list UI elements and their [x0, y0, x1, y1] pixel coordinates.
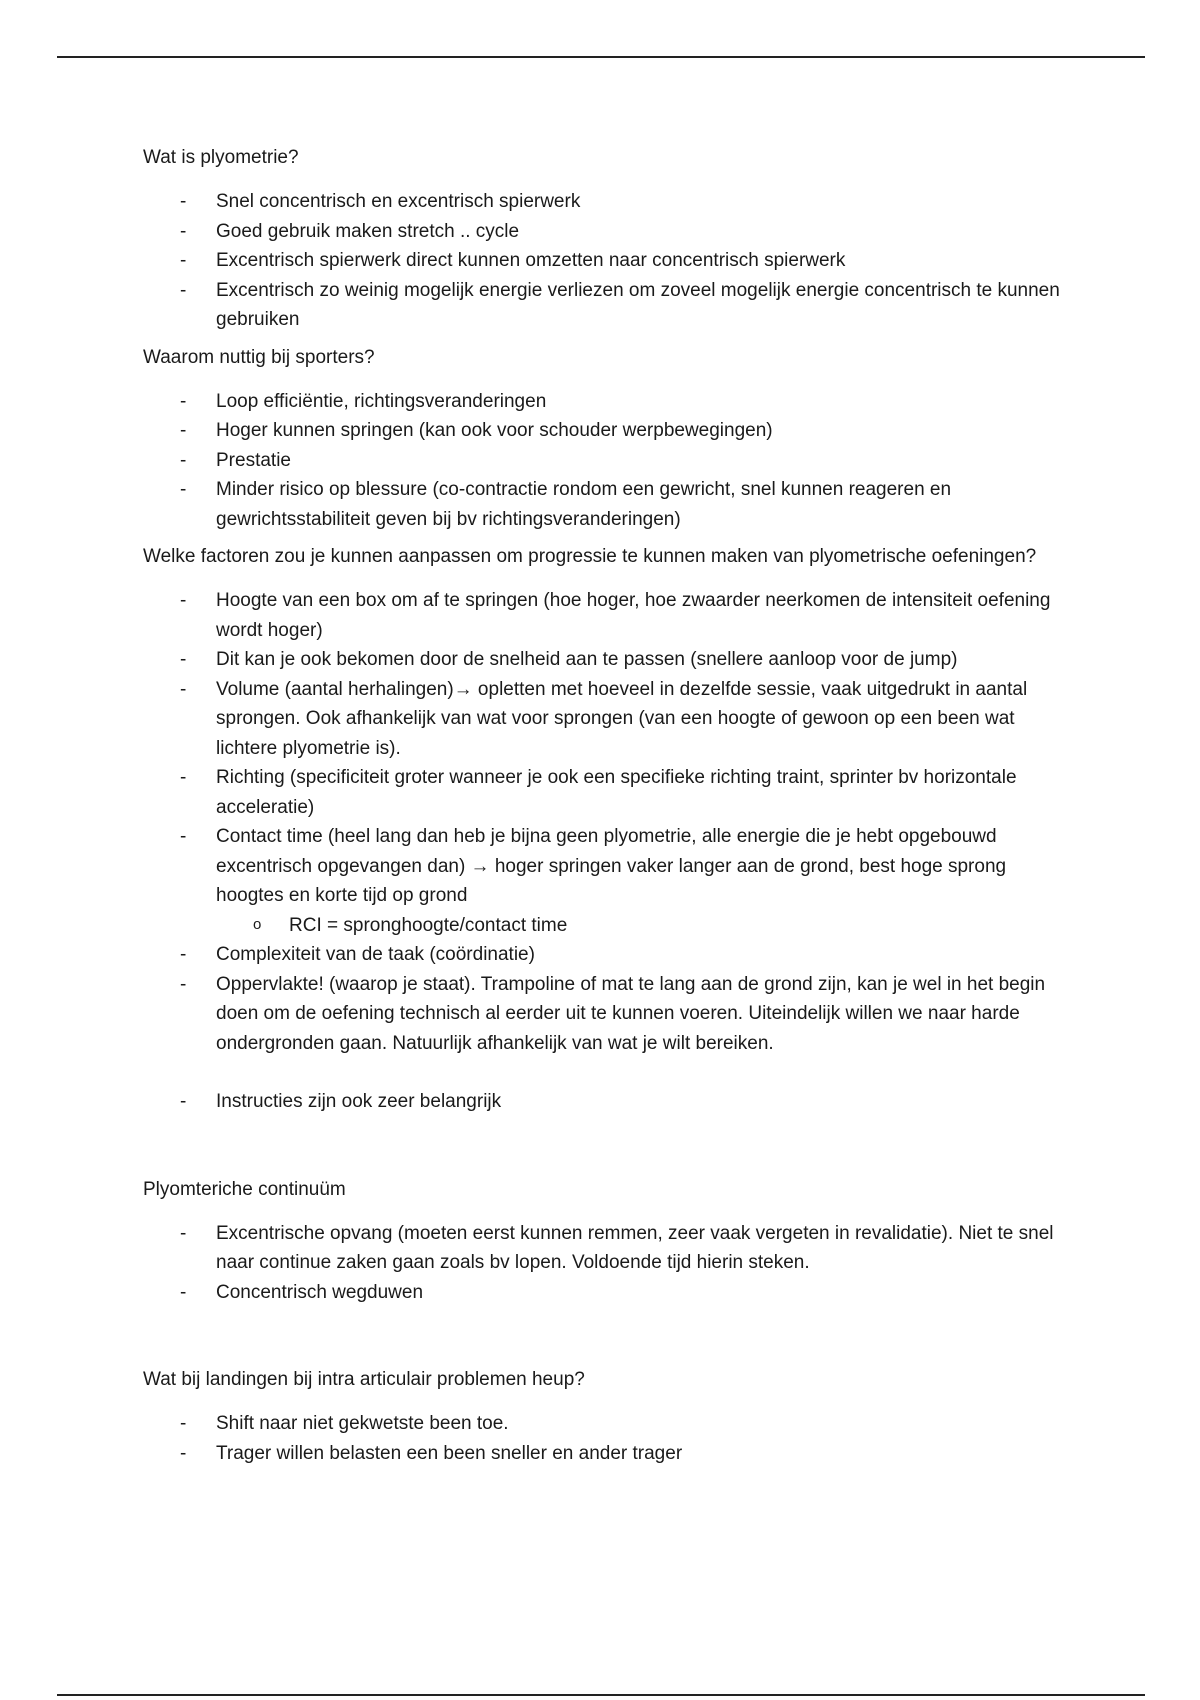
- answer-list: [143, 187, 1063, 335]
- sub-list-item: o RCI = spronghoogte/contact time: [216, 911, 1063, 941]
- list-item: - Loop efficiëntie, richtingsveranderingen: [143, 387, 1063, 417]
- list-item-text: Contact time (heel lang dan heb je bijna geen plyometrie, alle energie die je hebt opgebouwd excentrisch opgevangen dan) → hoger springen vaker langer aan de grond, best hoge sprong hoogtes en korte tijd op grond: [216, 826, 1007, 906]
- question-heading: Wat is plyometrie?: [143, 147, 299, 168]
- question-heading: Welke factoren zou je kunnen aanpassen om progressie te kunnen maken van plyometrische oefeningen?: [143, 546, 1037, 567]
- list-item: - Excentrisch zo weinig mogelijk energie verliezen om zoveel mogelijk energie concentrisch te kunnen gebruiken: [143, 276, 1063, 335]
- list-item: [143, 822, 1063, 940]
- list-item: - Snel concentrisch en excentrisch spierwerk: [143, 187, 1063, 217]
- list-item: - Excentrische opvang (moeten eerst kunnen remmen, zeer vaak vergeten in revalidatie). Niet te snel naar continue zaken gaan zoals bv lopen. Voldoende tijd hierin steken.: [143, 1219, 1063, 1278]
- list-item: - Instructies zijn ook zeer belangrijk: [143, 1087, 1063, 1117]
- list-item: - Complexiteit van de taak (coördinatie): [143, 940, 1063, 970]
- list-item: - Trager willen belasten een been sneller en ander trager: [143, 1439, 1063, 1469]
- answer-list: [143, 387, 1063, 535]
- question-heading: Wat bij landingen bij intra articulair problemen heup?: [143, 1369, 585, 1390]
- header-rule: [57, 56, 1145, 58]
- list-item: - Shift naar niet gekwetste been toe.: [143, 1409, 1063, 1439]
- list-item: - Richting (specificiteit groter wanneer je ook een specifieke richting traint, sprinter bv horizontale acceleratie): [143, 763, 1063, 822]
- list-item: - Hoger kunnen springen (kan ook voor schouder werpbewegingen): [143, 416, 1063, 446]
- question-heading: Waarom nuttig bij sporters?: [143, 346, 375, 368]
- question-heading: Plyomteriche continuüm: [143, 1178, 346, 1200]
- answer-list: [143, 586, 1063, 1117]
- list-item: - Concentrisch wegduwen: [143, 1278, 1063, 1308]
- list-item: - Volume (aantal herhalingen)→ opletten met hoeveel in dezelfde sessie, vaak uitgedrukt in aantal sprongen. Ook afhankelijk van wat voor sprongen (van een hoogte of gewoon op een been wat lichtere plyometrie is).: [143, 675, 1063, 764]
- list-item: - Dit kan je ook bekomen door de snelheid aan te passen (snellere aanloop voor de jump): [143, 645, 1063, 675]
- list-item: - Goed gebruik maken stretch .. cycle: [143, 217, 1063, 247]
- list-item: - Minder risico op blessure (co-contractie rondom een gewricht, snel kunnen reageren en gewrichtsstabiliteit geven bij bv richtingsveranderingen): [143, 475, 1063, 534]
- answer-list: [143, 1409, 1063, 1468]
- sub-list: [216, 911, 1063, 941]
- list-item: - Excentrisch spierwerk direct kunnen omzetten naar concentrisch spierwerk: [143, 246, 1063, 276]
- list-item: - Hoogte van een box om af te springen (hoe hoger, hoe zwaarder neerkomen de intensiteit oefening wordt hoger): [143, 586, 1063, 645]
- footer-rule: [57, 1694, 1145, 1696]
- answer-list: [143, 1219, 1063, 1308]
- list-item: - Oppervlakte! (waarop je staat). Trampoline of mat te lang aan de grond zijn, kan je wel in het begin doen om de oefening technisch al eerder uit te kunnen voeren. Uiteindelijk willen we naar harde ondergronden gaan. Natuurlijk afhankelijk van wat je wilt bereiken.: [143, 970, 1063, 1059]
- document-body: [143, 143, 1063, 1476]
- list-item: - Prestatie: [143, 446, 1063, 476]
